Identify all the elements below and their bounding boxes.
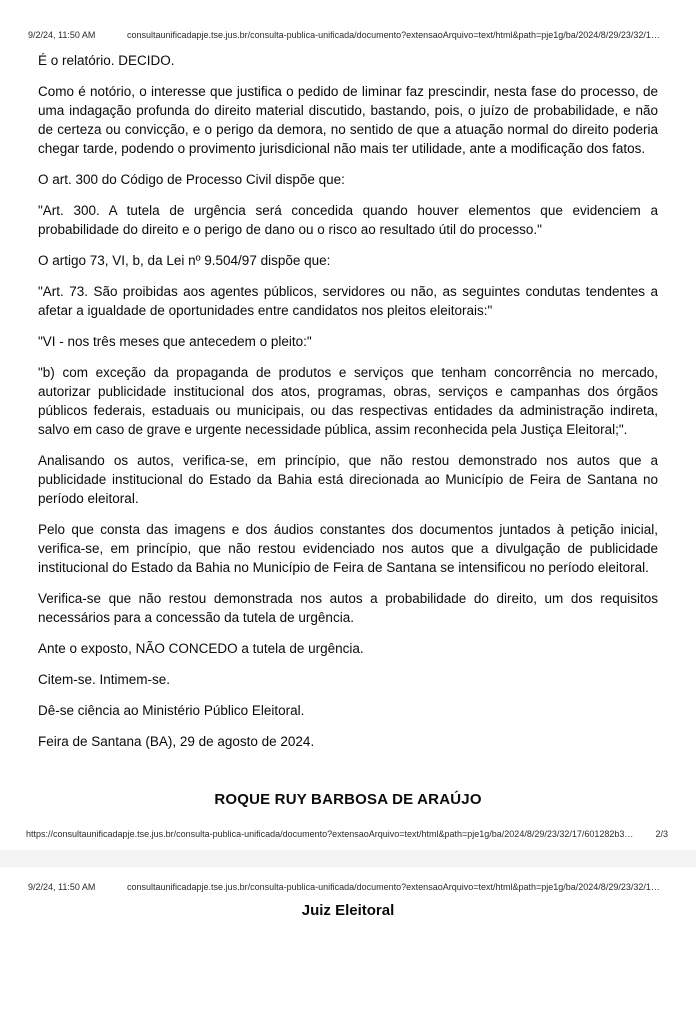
print-header-datetime: 9/2/24, 11:50 AM	[28, 882, 96, 892]
signature-name: ROQUE RUY BARBOSA DE ARAÚJO	[214, 791, 482, 808]
document-paragraph: "VI - nos três meses que antecedem o pleito:"	[38, 334, 312, 349]
print-header	[0, 867, 696, 893]
document-paragraph: Ante o exposto, NÃO CONCEDO a tutela de urgência.	[38, 641, 364, 656]
document-paragraph: Dê-se ciência ao Ministério Público Eleitoral.	[38, 703, 305, 718]
page-separator	[0, 850, 696, 867]
document-paragraph: Feira de Santana (BA), 29 de agosto de 2024.	[38, 734, 315, 749]
document-paragraph: "Art. 73. São proibidas aos agentes públicos, servidores ou não, as seguintes condutas tendentes a afetar a igualdade de oportunidades entre candidatos nos pleitos eleitorais:"	[38, 284, 658, 318]
document-paragraph: Citem-se. Intimem-se.	[38, 672, 171, 687]
print-footer	[0, 808, 696, 840]
document-paragraph: Verifica-se que não restou demonstrada nos autos a probabilidade do direito, um dos requisitos necessários para a concessão da tutela de urgência.	[38, 591, 658, 625]
signature-title: Juiz Eleitoral	[301, 902, 395, 919]
document-paragraph: O artigo 73, VI, b, da Lei nº 9.504/97 dispõe que:	[38, 253, 331, 268]
document-paragraph: "Art. 300. A tutela de urgência será concedida quando houver elementos que evidenciem a probabilidade do direito e o perigo de dano ou o risco ao resultado útil do processo."	[38, 203, 658, 237]
document-paragraph: O art. 300 do Código de Processo Civil dispõe que:	[38, 172, 345, 187]
document-paragraph: "b) com exceção da propaganda de produtos e serviços que tenham concorrência no mercado, autorizar publicidade institucional dos atos, programas, obras, serviços e campanhas dos órgãos públicos federais, estaduais ou municipais, ou das respectivas entidades da administração indireta, salvo em caso de grave e urgente necessidade pública, assim reconhecida pela Justiça Eleitoral;".	[38, 365, 658, 437]
document-paragraph: Pelo que consta das imagens e dos áudios constantes dos documentos juntados à petição inicial, verifica-se, em princípio, que não restou evidenciado nos autos que a divulgação de publicidade institucional do Estado da Bahia no Município de Feira de Santana se intensificou no período eleitoral.	[38, 522, 658, 575]
document-body	[0, 41, 696, 751]
document-paragraph: É o relatório. DECIDO.	[38, 53, 175, 68]
print-header-datetime: 9/2/24, 11:50 AM	[28, 30, 96, 40]
print-header	[0, 0, 696, 41]
print-footer-url: https://consultaunificadapje.tse.jus.br/consulta-publica-unificada/documento?extensaoArquivo=text/html&path=pje1g/ba/2024/8/29/23/32/17/601282b3…	[26, 829, 634, 839]
document-paragraph: Como é notório, o interesse que justifica o pedido de liminar faz prescindir, nesta fase do processo, de uma indagação profunda do direito material discutido, bastando, pois, o juízo de probabilidade, e não de certeza ou convicção, e o perigo da demora, no sentido de que a atuação normal do direito poderia chegar tarde, podendo o provimento jurisdicional não mais ter utilidade, ante a modificação dos fatos.	[38, 84, 658, 156]
print-footer-page-number: 2/3	[655, 829, 668, 839]
print-header-url: consultaunificadapje.tse.jus.br/consulta-publica-unificada/documento?extensaoArquivo=text/html&path=pje1g/ba/2024/8/29/23/32/1…	[127, 882, 660, 892]
print-header-url: consultaunificadapje.tse.jus.br/consulta-publica-unificada/documento?extensaoArquivo=text/html&path=pje1g/ba/2024/8/29/23/32/1…	[127, 30, 660, 40]
printed-page-3	[0, 867, 696, 919]
document-paragraph: Analisando os autos, verifica-se, em princípio, que não restou demonstrado nos autos que a publicidade institucional do Estado da Bahia está direcionada ao Município de Feira de Santana no período eleitoral.	[38, 453, 658, 506]
